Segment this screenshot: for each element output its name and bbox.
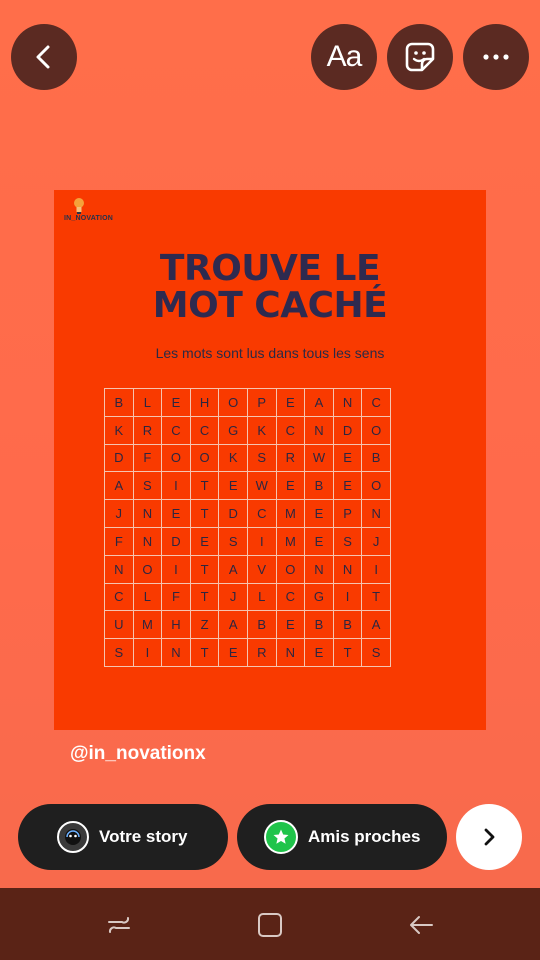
grid-cell: B — [362, 444, 391, 472]
grid-cell: N — [333, 389, 362, 417]
grid-cell: F — [105, 527, 134, 555]
grid-cell: M — [133, 611, 162, 639]
grid-cell: S — [333, 527, 362, 555]
grid-cell: C — [247, 500, 276, 528]
grid-cell: D — [219, 500, 248, 528]
grid-cell: E — [276, 389, 305, 417]
grid-cell: B — [333, 611, 362, 639]
grid-cell: B — [247, 611, 276, 639]
title-line-2: MOT CACHÉ — [152, 285, 388, 326]
grid-cell: N — [133, 527, 162, 555]
grid-cell: E — [276, 472, 305, 500]
shared-post[interactable] — [54, 190, 486, 730]
grid-cell: E — [305, 527, 334, 555]
grid-cell: B — [105, 389, 134, 417]
grid-cell: T — [190, 639, 219, 667]
recents-icon — [104, 910, 134, 940]
grid-cell: A — [105, 472, 134, 500]
grid-cell: L — [133, 583, 162, 611]
grid-cell: C — [276, 416, 305, 444]
grid-cell: T — [190, 583, 219, 611]
grid-cell: S — [247, 444, 276, 472]
grid-cell: H — [162, 611, 191, 639]
grid-cell: W — [247, 472, 276, 500]
grid-cell: G — [219, 416, 248, 444]
grid-row — [105, 389, 391, 417]
grid-cell: R — [247, 639, 276, 667]
grid-cell: I — [333, 583, 362, 611]
grid-cell: G — [305, 583, 334, 611]
grid-cell: K — [105, 416, 134, 444]
sticker-icon — [403, 40, 437, 74]
grid-cell: B — [305, 472, 334, 500]
grid-cell: S — [219, 527, 248, 555]
grid-cell: N — [276, 639, 305, 667]
grid-cell: E — [162, 389, 191, 417]
grid-cell: A — [305, 389, 334, 417]
grid-cell: K — [219, 444, 248, 472]
back-button[interactable] — [11, 24, 77, 90]
grid-row — [105, 500, 391, 528]
grid-cell: C — [362, 389, 391, 417]
title-line-1: TROUVE LE — [159, 248, 381, 289]
grid-cell: S — [362, 639, 391, 667]
grid-cell: D — [105, 444, 134, 472]
grid-cell: T — [333, 639, 362, 667]
grid-cell: S — [105, 639, 134, 667]
brand-logo — [62, 196, 132, 230]
grid-cell: N — [105, 555, 134, 583]
logo-text: IN_NOVATION — [64, 215, 113, 222]
grid-cell: L — [247, 583, 276, 611]
more-options-button[interactable] — [463, 24, 529, 90]
grid-cell: Z — [190, 611, 219, 639]
grid-cell: E — [219, 472, 248, 500]
grid-cell: T — [190, 555, 219, 583]
grid-row — [105, 527, 391, 555]
grid-cell: A — [219, 611, 248, 639]
grid-cell: S — [133, 472, 162, 500]
text-tool-label: Aa — [326, 40, 362, 73]
profile-avatar-icon — [57, 821, 89, 853]
grid-row — [105, 444, 391, 472]
close-friends-label: Amis proches — [308, 827, 421, 846]
grid-cell: A — [219, 555, 248, 583]
sticker-button[interactable] — [387, 24, 453, 90]
grid-cell: E — [276, 611, 305, 639]
home-icon — [255, 910, 285, 940]
grid-cell: E — [305, 639, 334, 667]
grid-cell: O — [362, 416, 391, 444]
grid-cell: A — [362, 611, 391, 639]
grid-cell: N — [333, 555, 362, 583]
grid-cell: O — [219, 389, 248, 417]
post-title — [54, 250, 486, 324]
grid-cell: M — [276, 527, 305, 555]
grid-row — [105, 611, 391, 639]
grid-row — [105, 416, 391, 444]
grid-cell: R — [133, 416, 162, 444]
grid-cell: E — [333, 444, 362, 472]
grid-cell: B — [305, 611, 334, 639]
grid-cell: I — [362, 555, 391, 583]
grid-cell: E — [219, 639, 248, 667]
back-arrow-icon — [406, 910, 436, 940]
grid-cell: C — [190, 416, 219, 444]
grid-cell: C — [162, 416, 191, 444]
grid-cell: I — [162, 472, 191, 500]
grid-row — [105, 472, 391, 500]
text-tool-button[interactable] — [311, 24, 377, 90]
grid-cell: O — [162, 444, 191, 472]
post-subtitle: Les mots sont lus dans tous les sens — [155, 345, 385, 361]
grid-cell: I — [133, 639, 162, 667]
grid-row — [105, 555, 391, 583]
grid-cell: V — [247, 555, 276, 583]
grid-cell: D — [333, 416, 362, 444]
grid-cell: E — [305, 500, 334, 528]
grid-row — [105, 639, 391, 667]
star-icon — [264, 820, 298, 854]
grid-cell: M — [276, 500, 305, 528]
grid-cell: N — [133, 500, 162, 528]
home-button[interactable] — [255, 910, 285, 940]
chevron-right-icon — [479, 827, 499, 847]
grid-cell: L — [133, 389, 162, 417]
chevron-left-icon — [31, 44, 57, 70]
grid-cell: W — [305, 444, 334, 472]
your-story-button[interactable] — [18, 804, 228, 870]
recents-button[interactable] — [104, 910, 134, 940]
grid-cell: T — [190, 472, 219, 500]
grid-cell: F — [133, 444, 162, 472]
grid-cell: H — [190, 389, 219, 417]
more-horizontal-icon — [481, 52, 511, 62]
grid-cell: N — [305, 555, 334, 583]
grid-cell: J — [105, 500, 134, 528]
grid-cell: C — [276, 583, 305, 611]
grid-cell: J — [219, 583, 248, 611]
next-button[interactable] — [456, 804, 522, 870]
grid-cell: U — [105, 611, 134, 639]
system-navigation-bar — [0, 888, 540, 960]
grid-cell: I — [247, 527, 276, 555]
grid-cell: F — [162, 583, 191, 611]
grid-cell: N — [305, 416, 334, 444]
grid-cell: E — [162, 500, 191, 528]
grid-cell: O — [190, 444, 219, 472]
grid-cell: T — [190, 500, 219, 528]
grid-cell: O — [276, 555, 305, 583]
grid-cell: R — [276, 444, 305, 472]
grid-cell: E — [333, 472, 362, 500]
grid-cell: D — [162, 527, 191, 555]
close-friends-button[interactable] — [237, 804, 447, 870]
grid-cell: O — [133, 555, 162, 583]
back-nav-button[interactable] — [406, 910, 436, 940]
grid-cell: P — [247, 389, 276, 417]
grid-row — [105, 583, 391, 611]
grid-cell: O — [362, 472, 391, 500]
grid-cell: N — [362, 500, 391, 528]
grid-cell: C — [105, 583, 134, 611]
your-story-label: Votre story — [99, 827, 188, 846]
word-search-grid — [104, 388, 391, 667]
grid-cell: J — [362, 527, 391, 555]
grid-cell: N — [162, 639, 191, 667]
grid-cell: E — [190, 527, 219, 555]
grid-cell: T — [362, 583, 391, 611]
grid-cell: I — [162, 555, 191, 583]
grid-cell: K — [247, 416, 276, 444]
lightbulb-icon — [72, 196, 86, 216]
grid-cell: P — [333, 500, 362, 528]
username-tag: @in_novationx — [70, 743, 206, 764]
